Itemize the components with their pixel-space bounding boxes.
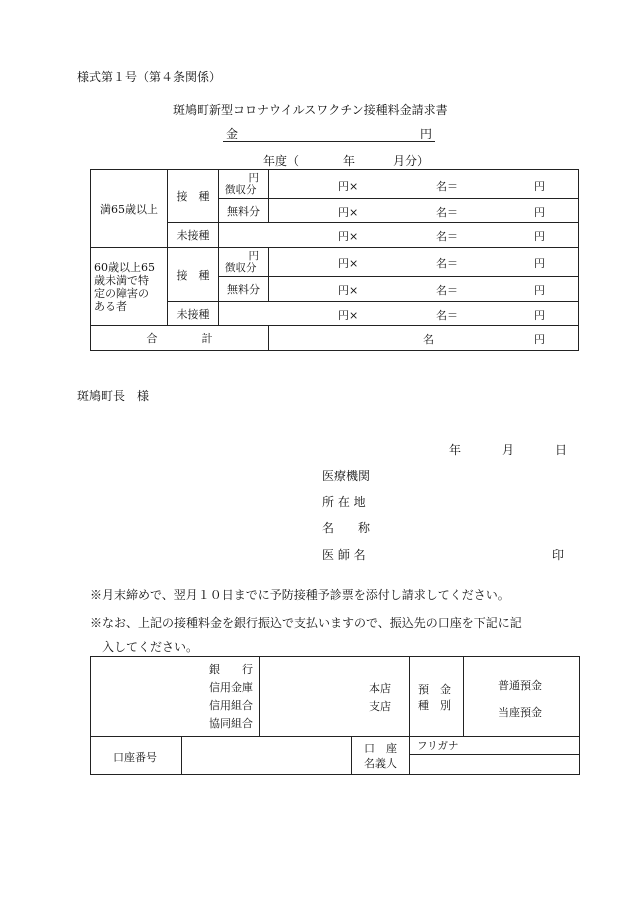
furigana-label: フリガナ xyxy=(417,740,459,752)
row-free-2[interactable]: 円× 名＝ 円 xyxy=(269,277,579,302)
bank-table xyxy=(90,656,580,775)
account-number-label: 口座番号 xyxy=(113,751,157,764)
date-year: 年 xyxy=(449,443,462,457)
name-label: 名 称 xyxy=(322,521,371,535)
doctor-label: 医 師 名 xyxy=(322,548,366,562)
addressee: 斑鳩町長 様 xyxy=(77,389,150,403)
amount-field[interactable] xyxy=(223,125,435,142)
billing-table xyxy=(90,169,579,351)
bank-type-list: 銀 行 信用金庫 信用組合 協同組合 xyxy=(209,663,253,730)
account-holder-label: 口 座 名義人 xyxy=(364,742,397,770)
group1-label: 満65歳以上 xyxy=(91,170,168,248)
free-label-2: 無料分 xyxy=(219,277,269,302)
amount-prefix: 金 xyxy=(226,127,239,141)
total-row[interactable]: 名 円 xyxy=(269,326,579,351)
account-number-field[interactable] xyxy=(182,737,351,774)
row-not-vaccinated[interactable]: 円× 名＝ 円 xyxy=(219,223,579,248)
year-label: 年 xyxy=(343,154,356,168)
note-1: ※月末締めで、翌月１０日までに予防接種予診票を添付し請求してください。 xyxy=(90,588,510,602)
amount-suffix: 円 xyxy=(419,127,432,141)
total-label: 合 計 xyxy=(91,326,269,351)
branch-type-list: 本店 支店 xyxy=(369,682,391,713)
row-collected[interactable]: 円× 名＝ 円 xyxy=(269,170,579,199)
row-not-vaccinated-2[interactable]: 円× 名＝ 円 xyxy=(219,302,579,326)
collected-cell-2: 円 徴収分 xyxy=(219,248,269,277)
month-label: 月分） xyxy=(393,154,430,168)
vaccinated-label-2: 接 種 xyxy=(168,248,219,302)
collected-cell: 円 徴収分 xyxy=(219,170,269,199)
document-title: 斑鳩町新型コロナウイルスワクチン接種料金請求書 xyxy=(173,103,448,117)
deposit-checking[interactable]: 当座預金 xyxy=(498,706,542,719)
note-2: ※なお、上記の接種料金を銀行振込で支払いますので、振込先の口座を下記に記 xyxy=(90,616,522,630)
furigana-field[interactable] xyxy=(410,737,579,754)
row-collected-2[interactable]: 円× 名＝ 円 xyxy=(269,248,579,277)
vaccinated-label: 接 種 xyxy=(168,170,219,223)
seal-mark: 印 xyxy=(552,548,565,562)
free-label: 無料分 xyxy=(219,199,269,223)
not-vaccinated-label-2: 未接種 xyxy=(168,302,219,326)
not-vaccinated-label: 未接種 xyxy=(168,223,219,248)
deposit-ordinary[interactable]: 普通預金 xyxy=(498,679,542,692)
account-holder-field[interactable] xyxy=(410,755,579,774)
deposit-type-label: 預 金 種 別 xyxy=(418,683,451,712)
form-number: 様式第１号（第４条関係） xyxy=(77,70,222,84)
date-day: 日 xyxy=(555,443,568,457)
institution-label: 医療機関 xyxy=(322,469,371,483)
date-month: 月 xyxy=(502,443,515,457)
note-3: 入してください。 xyxy=(102,640,199,654)
row-free[interactable]: 円× 名＝ 円 xyxy=(269,199,579,223)
address-label: 所 在 地 xyxy=(322,495,366,509)
group2-label: 60歳以上65 歳未満で特 定の障害の ある者 xyxy=(91,248,168,326)
fiscal-year-label: 年度（ xyxy=(263,154,300,168)
